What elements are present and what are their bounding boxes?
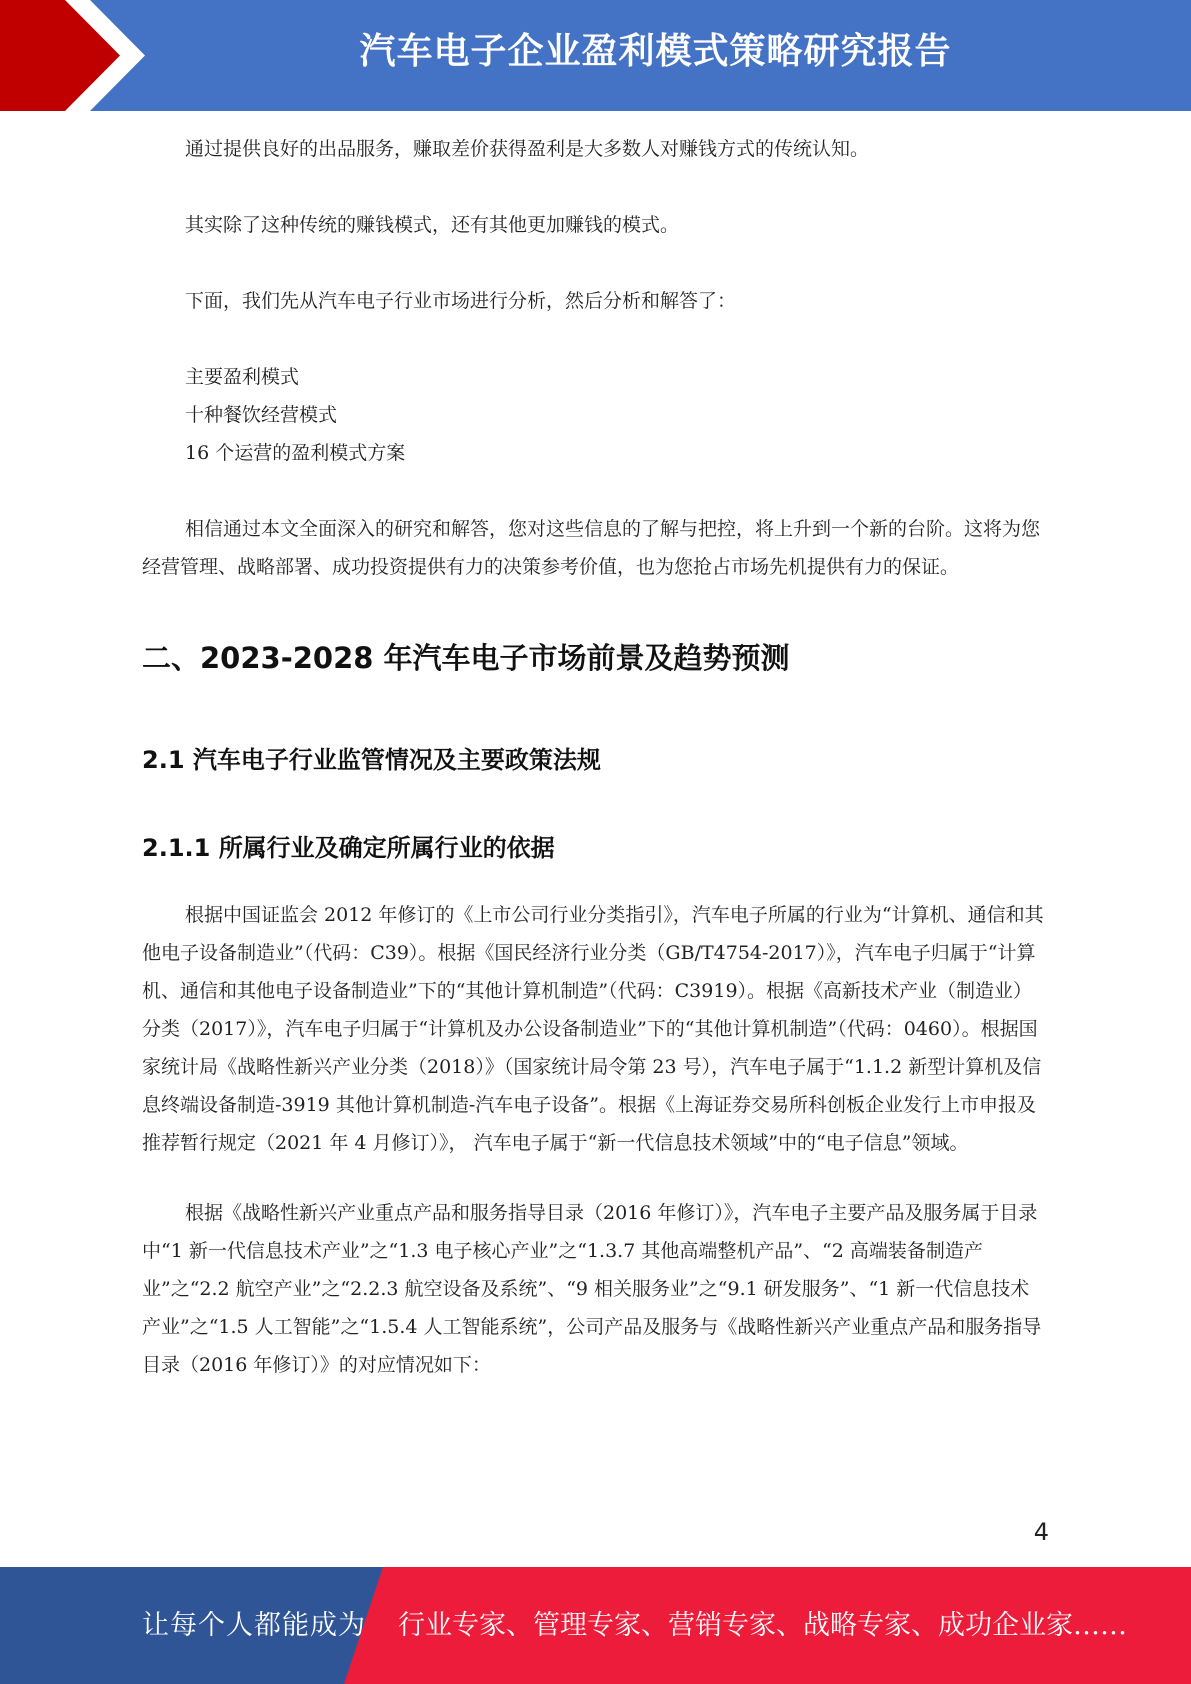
footer-slogan-right: 行业专家、管理专家、营销专家、战略专家、成功企业家…… bbox=[398, 1610, 1127, 1641]
document-body bbox=[142, 130, 1046, 1384]
page-header bbox=[0, 0, 1191, 111]
intro-paragraph-2: 其实除了这种传统的赚钱模式，还有其他更加赚钱的模式。 bbox=[185, 214, 680, 236]
section-heading: 二、2023-2028 年汽车电子市场前景及趋势预测 bbox=[142, 641, 790, 675]
body-paragraph-2: 根据《战略性新兴产业重点产品和服务指导目录（2016 年修订）》，汽车电子主要产品及服务属于目录中“1 新一代信息技术产业”之“1.3 电子核心产业”之“1.3.7 其他高端整机产品”、“2 高端装备制造产业”之“2.2 航空产业”之“2.2.3 航空设备及系统”、“9 相关服务业”之“9.1 研发服务”、“1 新一代信息技术产业”之“1.5 人工智能”之“1.5.4 人工智能系统”，公司产品及服务与《战略性新兴产业重点产品和服务指导目录（2016 年修订）》的对应情况如下： bbox=[142, 1202, 1042, 1376]
list-item: 16 个运营的盈利模式方案 bbox=[185, 442, 406, 464]
footer-slogan-left: 让每个人都能成为 bbox=[142, 1610, 366, 1641]
intro-paragraph-3: 下面，我们先从汽车电子行业市场进行分析，然后分析和解答了： bbox=[185, 290, 737, 312]
body-paragraph-1: 根据中国证监会 2012 年修订的《上市公司行业分类指引》，汽车电子所属的行业为“计算机、通信和其他电子设备制造业”（代码：C39）。根据《国民经济行业分类（GB/T4754-2017）》，汽车电子归属于“计算机、通信和其他电子设备制造业”下的“其他计算机制造”（代码：C3919）。根据《高新技术产业（制造业）分类（2017）》，汽车电子归属于“计算机及办公设备制造业”下的“其他计算机制造”（代码：0460）。根据国家统计局《战略性新兴产业分类（2018）》（国家统计局令第 23 号），汽车电子属于“1.1.2 新型计算机及信息终端设备制造-3919 其他计算机制造-汽车电子设备”。根据《上海证券交易所科创板企业发行上市申报及推荐暂行规定（2021 年 4 月修订）》， 汽车电子属于“新一代信息技术领域”中的“电子信息”领域。 bbox=[142, 904, 1044, 1154]
intro-paragraph-4: 相信通过本文全面深入的研究和解答，您对这些信息的了解与把控，将上升到一个新的台阶。这将为您经营管理、战略部署、成功投资提供有力的决策参考价值，也为您抢占市场先机提供有力的保证。 bbox=[142, 518, 1041, 578]
list-item: 主要盈利模式 bbox=[185, 366, 300, 388]
subsubsection-heading: 2.1.1 所属行业及确定所属行业的依据 bbox=[142, 834, 555, 862]
intro-paragraph-1: 通过提供良好的出品服务，赚取差价获得盈利是大多数人对赚钱方式的传统认知。 bbox=[185, 138, 870, 160]
document-title: 汽车电子企业盈利模式策略研究报告 bbox=[359, 31, 952, 72]
page-footer bbox=[0, 1567, 1191, 1684]
page-number: 4 bbox=[1033, 1518, 1049, 1546]
subsection-heading: 2.1 汽车电子行业监管情况及主要政策法规 bbox=[142, 746, 601, 774]
list-item: 十种餐饮经营模式 bbox=[185, 404, 338, 426]
